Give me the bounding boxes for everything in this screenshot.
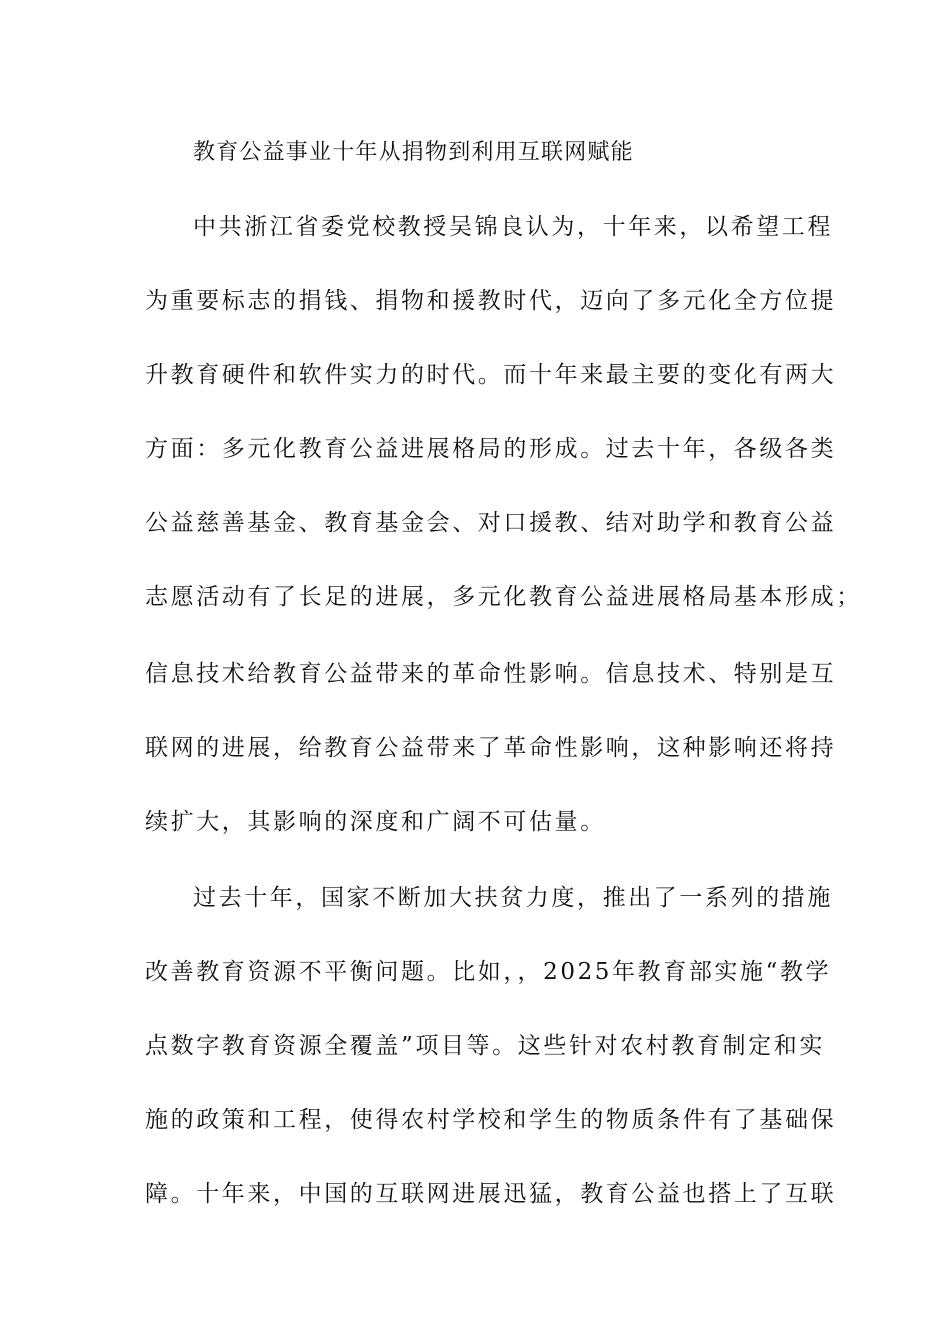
paragraph-line: 联网的进展，给教育公益带来了革命性影响，这种影响还将持: [145, 735, 837, 761]
paragraph-line: 点数字教育资源全覆盖”项目等。这些针对农村教育制定和实: [145, 1033, 825, 1059]
paragraph-line: 升教育硬件和软件实力的时代。而十年来最主要的变化有两大: [145, 362, 837, 388]
paragraph-line: 公益慈善基金、教育基金会、对口援教、结对助学和教育公益: [145, 510, 837, 536]
paragraph-line: 续扩大，其影响的深度和广阔不可估量。: [145, 809, 606, 835]
paragraph-line: 信息技术给教育公益带来的革命性影响。信息技术、特别是互: [145, 661, 837, 687]
paragraph-line: 为重要标志的捐钱、捐物和援教时代，迈向了多元化全方位提: [145, 288, 837, 314]
paragraph-line: 施的政策和工程，使得农村学校和学生的物质条件有了基础保: [145, 1107, 837, 1133]
document-title: 教育公益事业十年从捐物到利用互联网赋能: [193, 140, 634, 165]
paragraph-line: 方面：多元化教育公益进展格局的形成。过去十年，各级各类: [145, 436, 837, 462]
paragraph-line: 改善教育资源不平衡问题。比如，，2025年教育部实施“教学: [145, 959, 832, 985]
paragraph-line: 过去十年，国家不断加大扶贫力度，推出了一系列的措施: [193, 885, 833, 911]
paragraph-line: 障。十年来，中国的互联网进展迅猛，教育公益也搭上了互联: [145, 1181, 837, 1207]
paragraph-line: 志愿活动有了长足的进展，多元化教育公益进展格局基本形成；: [145, 584, 862, 610]
paragraph-line: 中共浙江省委党校教授吴锦良认为，十年来，以希望工程: [193, 214, 833, 240]
